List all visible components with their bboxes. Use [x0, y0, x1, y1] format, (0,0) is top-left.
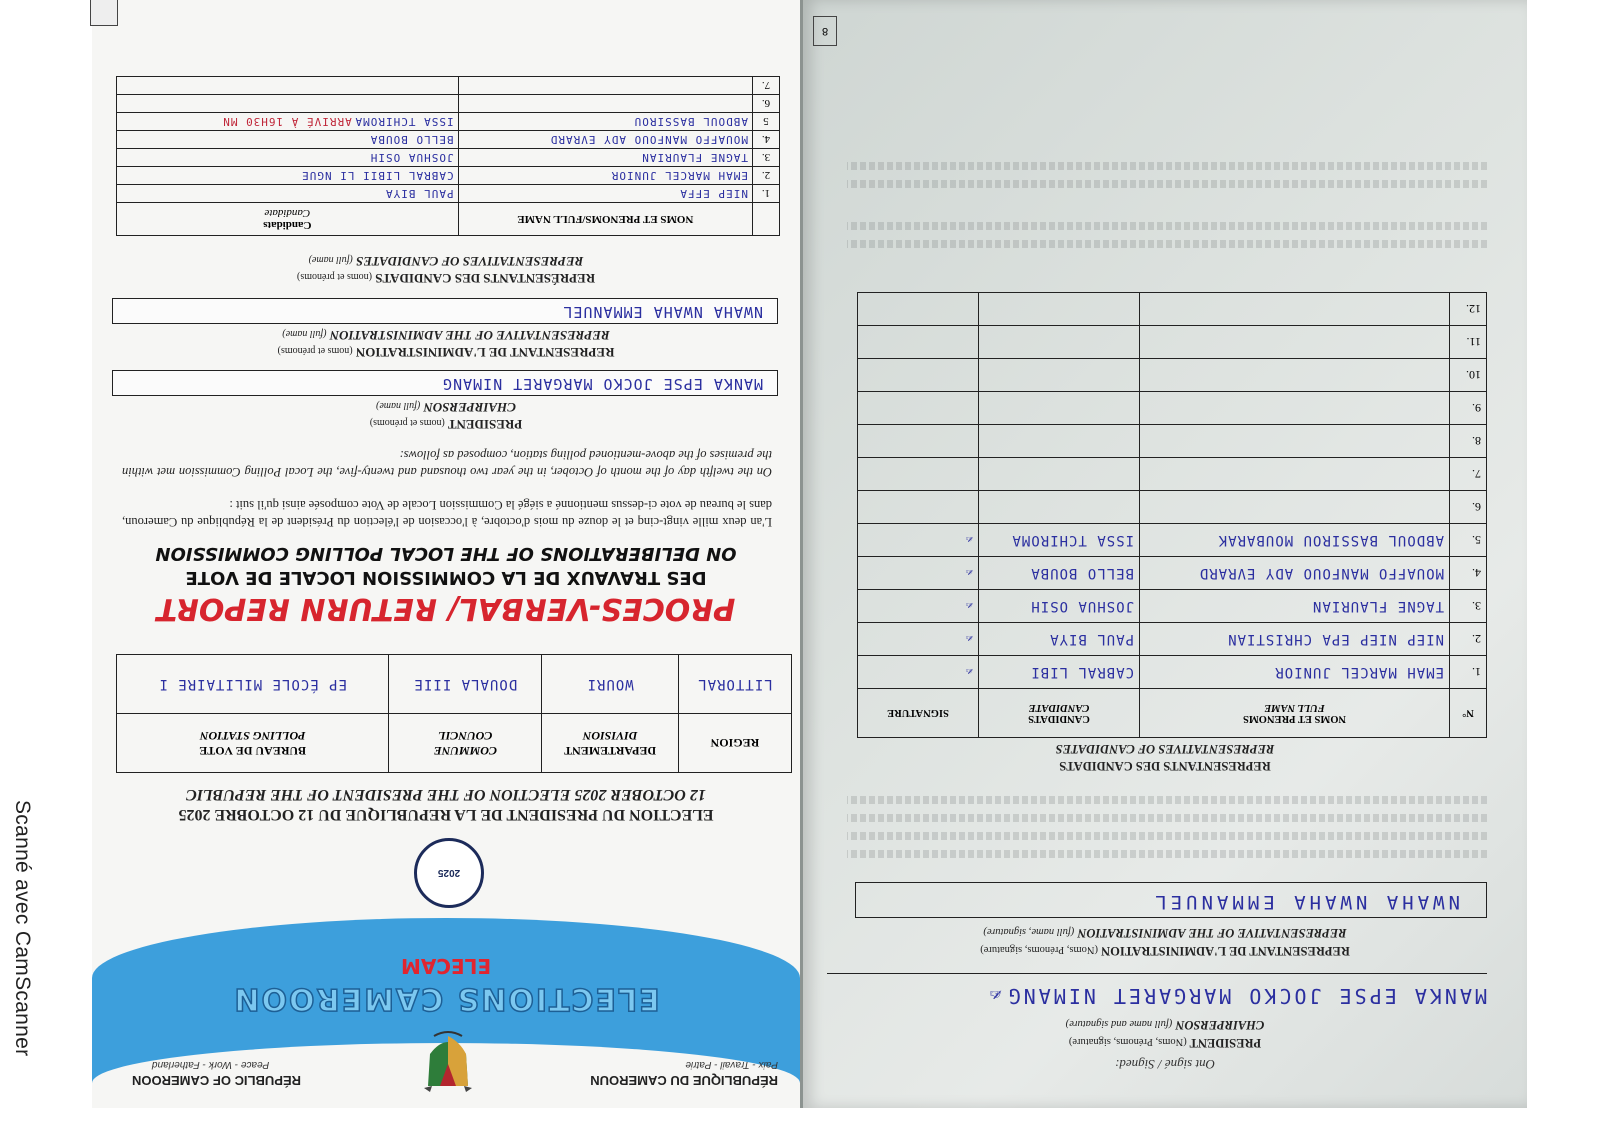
signature-mark-icon: ✍	[964, 665, 973, 679]
faded-text-line	[847, 180, 1487, 188]
return-report-subtitle-en: ON DELIBERATIONS OF THE LOCAL POLLING COMMISSION	[155, 543, 737, 564]
table-row: 7.	[117, 77, 780, 95]
motto-en: Peace - Work - Fatherland	[152, 1059, 270, 1070]
candidate-reps-label: REPRÉSENTANTS DES CANDIDATS (noms et prénoms)	[296, 271, 596, 286]
election-seal-icon	[414, 838, 484, 908]
table-row: 3. TAGNE FLAURIAN JOSHUA OSIH	[117, 149, 780, 167]
faded-text-line	[847, 832, 1487, 840]
candidate-reps-signature-table	[857, 292, 1487, 738]
chairperson-label: CHAIRPERSON (full name and signature)	[1065, 1018, 1265, 1032]
table-row: 5 ABDOUL BASSIROU ISSA TCHIROMA ARRIVÉ À 16H30 MN	[117, 113, 780, 131]
return-report-subtitle-fr: DES TRAVAUX DE LA COMMISSION LOCALE DE VOTE	[185, 567, 707, 588]
admin-rep-name-box[interactable]	[112, 298, 778, 324]
table-row: 1. EMAH MARCEL JUNIOR CABRAL LIBI ✍	[858, 656, 1487, 689]
admin-rep-label-en: REPRESENTATIVE OF THE ADMINISTRATION (full name, signature)	[983, 926, 1347, 940]
table-row: 8.	[858, 425, 1487, 458]
president-label: PRESIDENT (noms et prénoms)	[369, 417, 523, 432]
signature-mark-icon: ✍	[964, 599, 973, 613]
signature-mark-icon: ✍	[964, 533, 973, 547]
admin-rep-signed-name: NWAHA NWAHA EMMANUEL	[1151, 891, 1460, 913]
election-title-fr: ELECTION DU PRESIDENT DE LA REPUBLIQUE DU 12 OCTOBRE 2025	[178, 806, 714, 823]
elecam-banner	[92, 918, 800, 1108]
col-signature: SIGNATURE	[858, 689, 979, 738]
col-candidate: Candidats Candidate	[117, 203, 459, 236]
header-region: REGION	[678, 714, 791, 773]
table-row: 2. NIEP NIEP EPA CHRISTIAN PAUL BIYA ✍	[858, 623, 1487, 656]
candidate-reps-label: REPRESENTANTS DES CANDIDATS	[1059, 759, 1271, 773]
table-row: 4. MOUAFFO MANFOUO ADY EVRARD BELLO BOUBA	[117, 131, 780, 149]
value-council: DOUALA IIIE	[389, 655, 542, 714]
president-label: PRESIDENT (Noms, Prénoms, signature)	[1068, 1036, 1262, 1050]
faded-text-line	[847, 814, 1487, 822]
faded-text-line	[847, 240, 1487, 248]
table-row: 4. MOUAFFO MANFOUO ADY EVRARD BELLO BOUBA ✍	[858, 557, 1487, 590]
signature-mark-icon: ✍	[964, 632, 973, 646]
org-acronym: ELECAM	[400, 954, 492, 978]
faded-text-line	[847, 850, 1487, 858]
faded-text-line	[847, 222, 1487, 230]
right-page	[800, 0, 1527, 1108]
page-number: 8	[813, 16, 837, 46]
republic-en: RÉPUBLIC OF CAMEROON	[132, 1073, 301, 1088]
candidate-reps-label-en: REPRESENTATIVES OF CANDIDATES (full name)	[308, 254, 584, 269]
location-table	[116, 654, 792, 773]
faded-text-line	[847, 796, 1487, 804]
election-title-en: 12 OCTOBER 2025 ELECTION OF THE PRESIDENT OF THE REPUBLIC	[186, 786, 706, 803]
col-candidate: CANDIDATS CANDIDATE	[979, 689, 1140, 738]
admin-rep-label: REPRESENTANT DE L'ADMINISTRATION (Noms, Prénoms, signature)	[980, 944, 1350, 958]
admin-rep-label-en: REPRESENTATIVE OF THE ADMINISTRATION (full name)	[282, 328, 610, 343]
president-signed-name: MANKA EPSE JOCKO MARGARET NIMANG	[1005, 984, 1487, 1008]
president-signature-line[interactable]	[827, 973, 1487, 1008]
header-council: COMMUNE COUNCIL	[389, 714, 542, 773]
table-row: 9.	[858, 392, 1487, 425]
table-row: 1. NIEP EFFA PAUL BIYA	[117, 185, 780, 203]
intro-paragraph-en: On the twelfth day of the month of October, in the year two thousand and twenty-five, the Local Polling Commission met within the premises of the above-mentioned polling station, composed as follows:	[122, 448, 772, 479]
intro-paragraph-fr: L'an deux mille vingt-cinq et le douze du mois d'octobre, à l'occasion de l'élection du Président de la République du Cameroun, dans le bureau de vote ci-dessus mentionné a siégé la Commission Locale de Vote composée ainsi qu'il suit :	[122, 498, 772, 529]
org-name: ELECTIONS CAMEROON	[232, 981, 660, 1016]
table-row: 5. ABDOUL BASSIROU MOUBARAK ISSA TCHIROMA ✍	[858, 524, 1487, 557]
admin-rep-name: NWAHA NWAHA EMMANUEL	[562, 303, 763, 321]
seal-year: 2025	[437, 867, 461, 879]
header-department: DEPARTEMENT DIVISION	[542, 714, 679, 773]
table-row: 6.	[858, 491, 1487, 524]
scanned-document	[92, 0, 1524, 1108]
coat-of-arms-icon	[420, 1028, 476, 1094]
col-full-name: NOMS ET PRENOMS/FULL NAME	[458, 203, 752, 236]
table-row: 10.	[858, 359, 1487, 392]
page-tab	[90, 0, 118, 26]
table-row: 2. EMAH MARCEL JUNIOR CABRAL LIBII LI NGUE	[117, 167, 780, 185]
left-page	[92, 0, 800, 1108]
table-row: 3. TAGNE FLAURIAN JOSHUA OSIH ✍	[858, 590, 1487, 623]
admin-rep-signature-box[interactable]	[855, 882, 1487, 918]
candidate-reps-table	[116, 76, 780, 236]
president-name: MANKA EPSE JOCKO MARGARET NIMANG	[442, 375, 763, 393]
signed-label: Ont signé / Signed:	[1115, 1057, 1216, 1072]
chairperson-label: CHAIRPERSON (full name)	[376, 400, 516, 415]
signature-mark-icon: ✍	[964, 566, 973, 580]
table-row: 6.	[117, 95, 780, 113]
value-region: LITTORAL	[678, 655, 791, 714]
signature-mark-icon: ✍	[986, 984, 1002, 1008]
faded-text-line	[847, 162, 1487, 170]
camscanner-watermark: Scanné avec CamScanner	[11, 800, 34, 1057]
motto-fr: Paix - Travail - Patrie	[685, 1059, 778, 1070]
president-name-box[interactable]	[112, 370, 778, 396]
col-full-name: NOMS ET PRENOMS FULL NAME	[1140, 689, 1450, 738]
col-number: N°	[1450, 689, 1487, 738]
value-department: WOURI	[542, 655, 679, 714]
table-row: 11.	[858, 326, 1487, 359]
admin-rep-label: REPRESENTANT DE L'ADMINISTRATION (noms et prénoms)	[277, 345, 615, 360]
header-polling-station: BUREAU DE VOTE POLLING STATION	[117, 714, 389, 773]
return-report-title: PROCES-VERBAL/ RETURN REPORT	[156, 591, 736, 626]
republic-fr: RÉPUBLIQUE DU CAMEROUN	[590, 1073, 778, 1088]
table-row: 12.	[858, 293, 1487, 326]
value-polling-station: EP ÉCOLE MILITAIRE I	[117, 655, 389, 714]
arrival-note: ARRIVÉ À 16H30 MN	[222, 115, 352, 128]
candidate-reps-label-en: REPRESENTATIVES OF CANDIDATES	[1055, 742, 1275, 756]
table-row: 7.	[858, 458, 1487, 491]
